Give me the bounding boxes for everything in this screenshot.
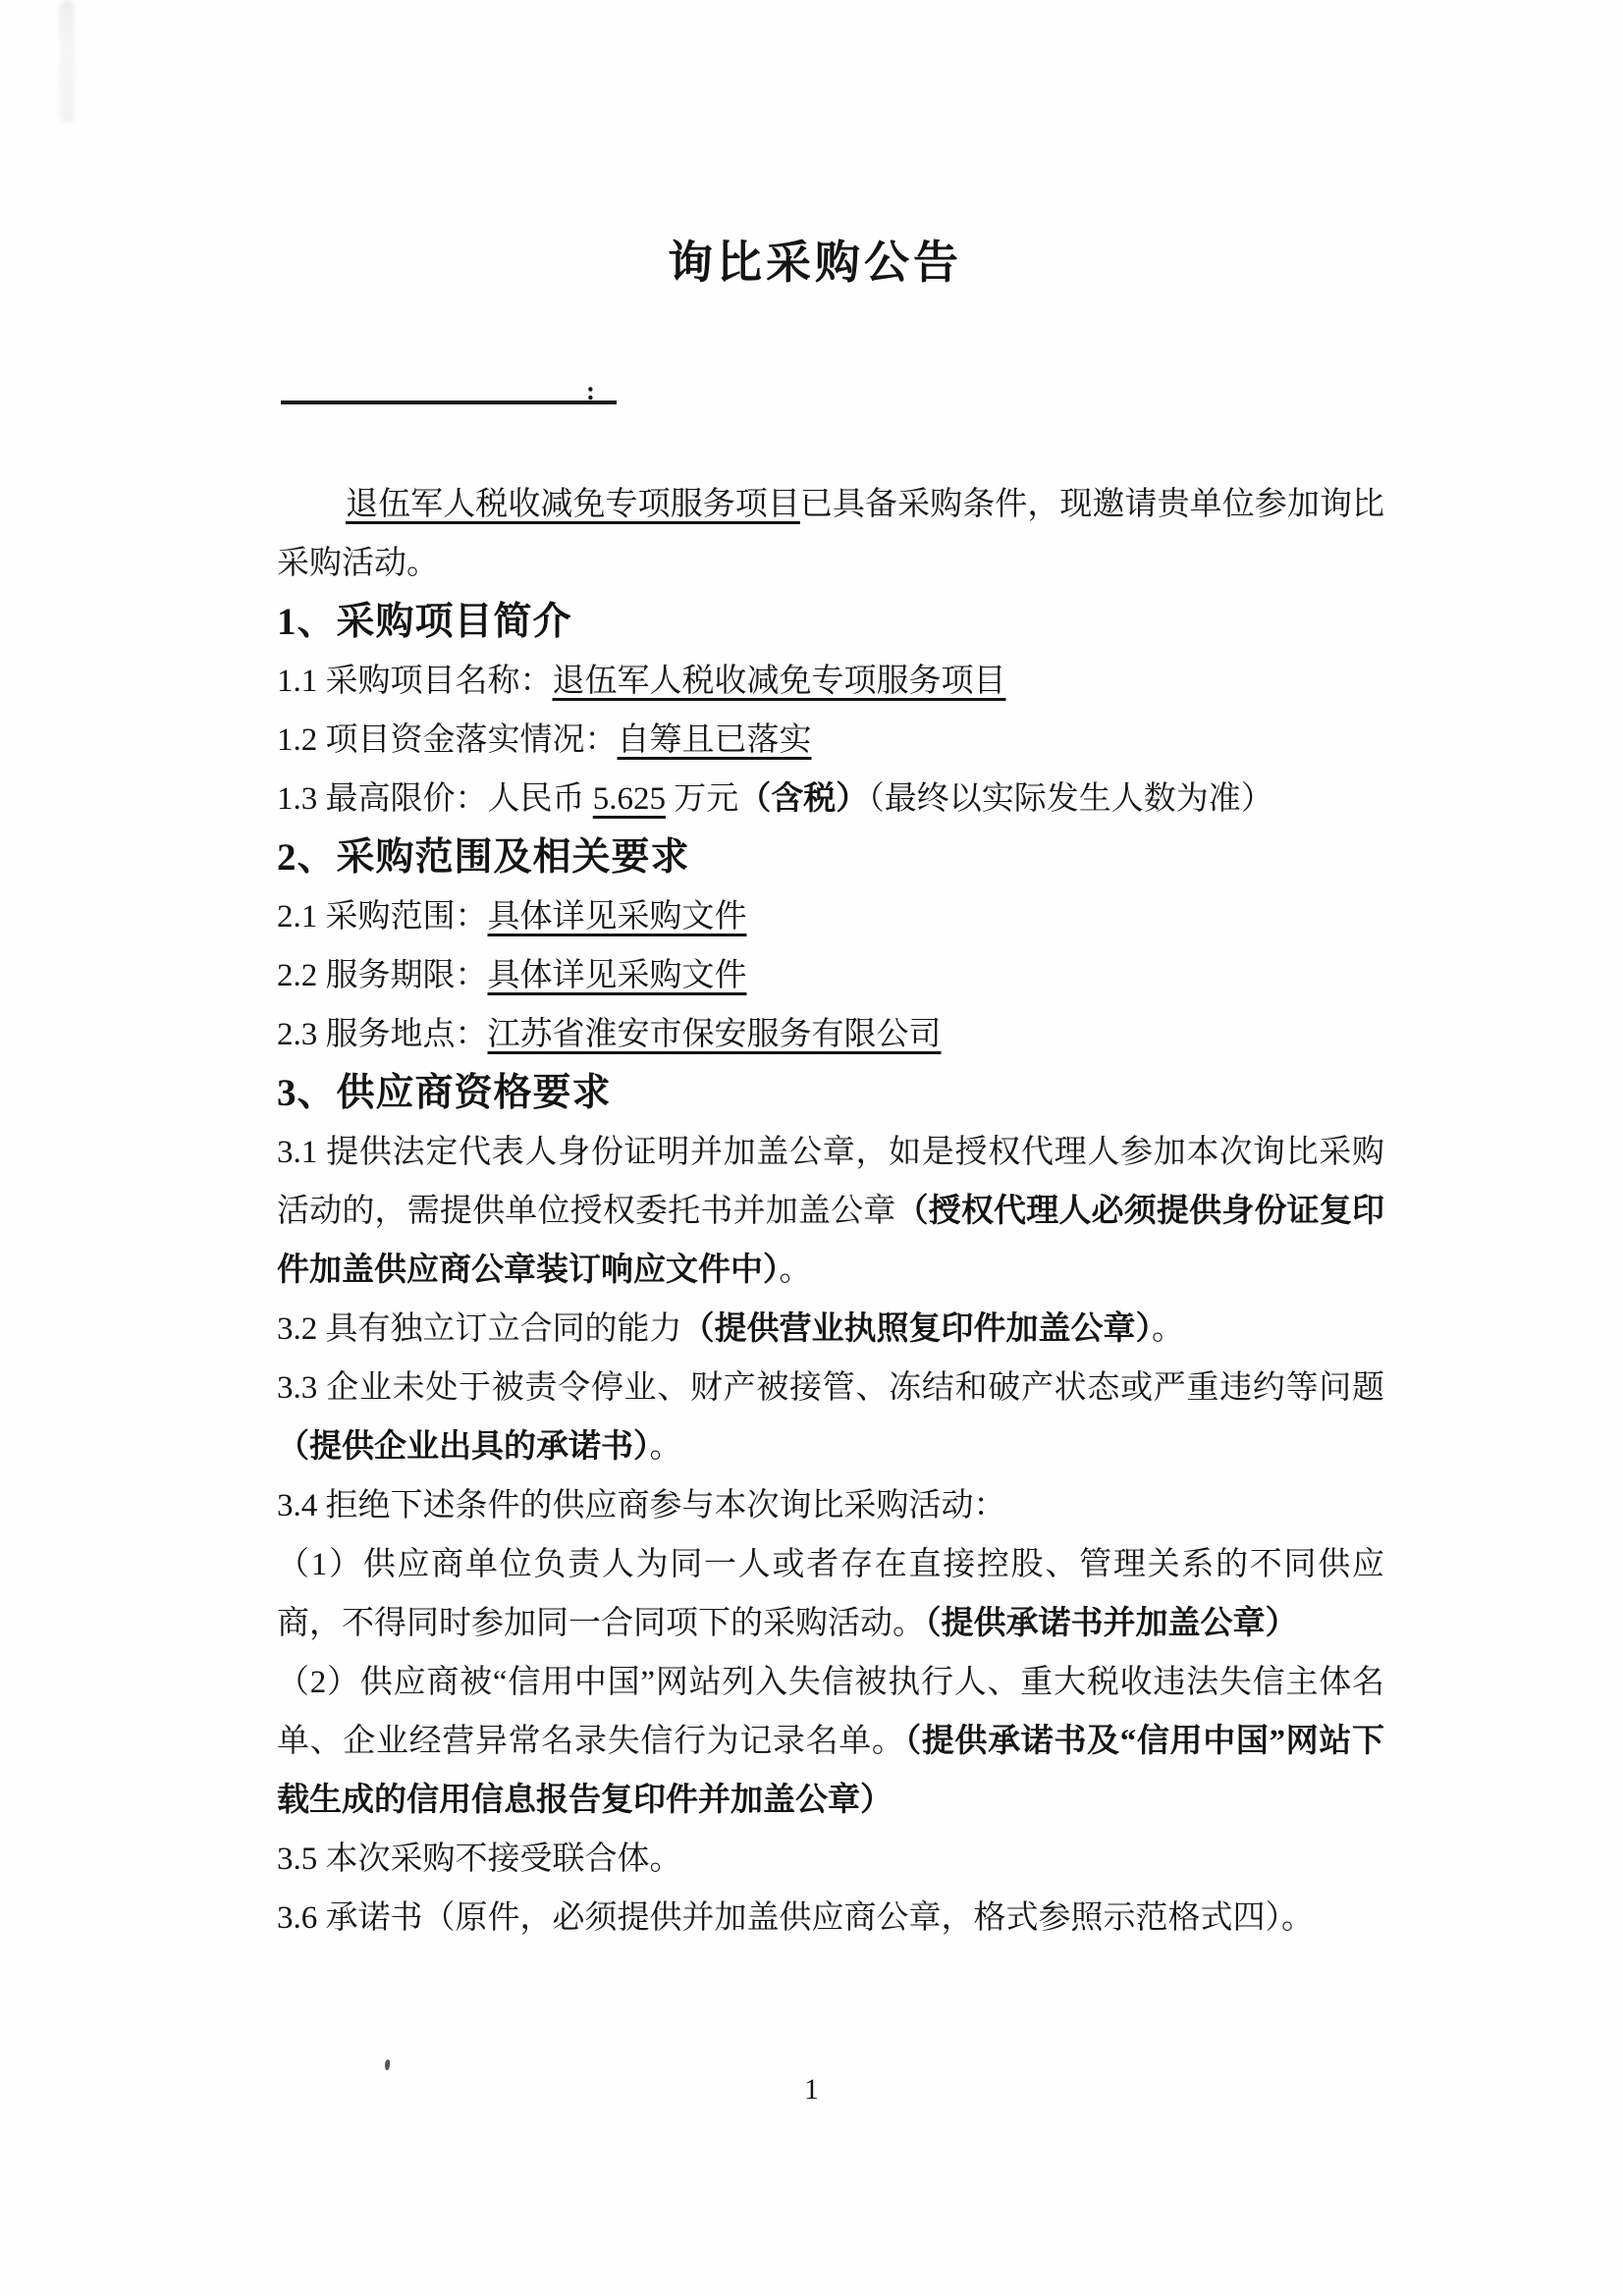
section-heading	[277, 1064, 1384, 1123]
document-content	[277, 232, 1384, 1948]
page-title: 询比采购公告	[668, 238, 962, 288]
bold-text: （提供承诺书及“信用中国”网站下载生成的信用信息报告复印件并加盖公章）	[277, 1724, 1385, 1818]
paragraph	[277, 946, 1384, 1005]
scan-smudge	[59, 0, 75, 123]
text-run: 3.4 拒绝下述条件的供应商参与本次询比采购活动：	[277, 1488, 1006, 1523]
text-run: 3.2 具有独立订立合同的能力	[277, 1311, 682, 1347]
paragraph	[277, 1300, 1384, 1359]
underlined-text: 退伍军人税收减免专项服务项目	[346, 487, 800, 522]
bold-text: （提供承诺书并加盖公章）	[925, 1606, 1298, 1641]
paragraph	[277, 887, 1384, 946]
paragraph	[277, 1830, 1384, 1889]
page-number: 1	[804, 2073, 819, 2106]
text-run: （1）供应商单位负责人为同一人或者存在直接控股、管理关系的不同供应商，不得同时参加同一合同项下的采购活动。	[277, 1547, 1384, 1641]
document-body	[277, 475, 1384, 1948]
paragraph	[277, 1889, 1384, 1948]
underlined-text: 江苏省淮安市保安服务有限公司	[487, 1017, 942, 1052]
bold-text: （含税）	[738, 781, 869, 817]
fill-in-blank-line	[281, 373, 617, 404]
paragraph	[277, 1123, 1384, 1300]
text-run: 1.2 项目资金落实情况：	[277, 722, 618, 758]
paragraph	[277, 1359, 1384, 1476]
text-run: 。	[649, 1429, 682, 1465]
underlined-text: 自筹且已落实	[617, 722, 812, 758]
paragraph	[277, 1005, 1384, 1064]
underlined-text: 5.625	[592, 781, 666, 817]
section-heading	[277, 593, 1384, 652]
underlined-text: 具体详见采购文件	[487, 899, 747, 934]
text-run: （最终以实际发生人数为准）	[868, 781, 1273, 817]
paragraph	[277, 770, 1384, 828]
text-run: 。	[779, 1253, 812, 1288]
underlined-text: 退伍军人税收减免专项服务项目	[552, 664, 1006, 699]
underlined-text: 具体详见采购文件	[487, 958, 747, 993]
text-run: 3.3 企业未处于被责令停业、财产被接管、冻结和破产状态或严重违约等问题	[277, 1370, 1384, 1406]
text-run: 1、采购项目简介	[277, 601, 572, 643]
text-run: 1.3 最高限价：人民币	[277, 781, 593, 817]
text-run: 2.2 服务期限：	[277, 958, 488, 993]
bold-text: （提供营业执照复印件加盖公章）	[681, 1311, 1152, 1347]
text-run: 3.6 承诺书（原件，必须提供并加盖供应商公章，格式参照示范格式四）。	[277, 1900, 1314, 1936]
section-heading	[277, 828, 1384, 887]
paragraph	[277, 711, 1384, 770]
paragraph	[277, 1653, 1384, 1830]
ink-speck	[384, 2059, 390, 2071]
paragraph	[277, 652, 1384, 711]
text-run: 3.1 提供法定代表人身份证明并加盖公章，如是授权代理人参加本次询比采购活动的，需提供单位授权委托书并加盖公章	[277, 1135, 1384, 1229]
bold-text: （授权代理人必须提供身份证复印件加盖供应商公章装订响应文件中）	[277, 1194, 1385, 1288]
text-run: 3、供应商资格要求	[277, 1072, 612, 1114]
text-run: 1.1 采购项目名称：	[277, 664, 553, 699]
text-run: 。	[1152, 1311, 1184, 1347]
text-run: 3.5 本次采购不接受联合体。	[277, 1842, 682, 1877]
paragraph	[277, 475, 1384, 593]
text-run: （2）供应商被“信用中国”网站列入失信被执行人、重大税收违法失信主体名单、企业经营异常名录失信行为记录名单。	[277, 1665, 1384, 1759]
text-run: 2.1 采购范围：	[277, 899, 488, 934]
colon-label: :	[586, 376, 595, 405]
bold-text: （提供企业出具的承诺书）	[277, 1429, 650, 1465]
text-run: 已具备采购条件，现邀请贵单位参加询比采购活动。	[277, 487, 1385, 581]
paragraph	[277, 1535, 1384, 1653]
text-run: 万元	[666, 781, 739, 817]
paragraph	[277, 1476, 1384, 1535]
text-run: 2、采购范围及相关要求	[277, 836, 690, 879]
text-run: 2.3 服务地点：	[277, 1017, 488, 1052]
